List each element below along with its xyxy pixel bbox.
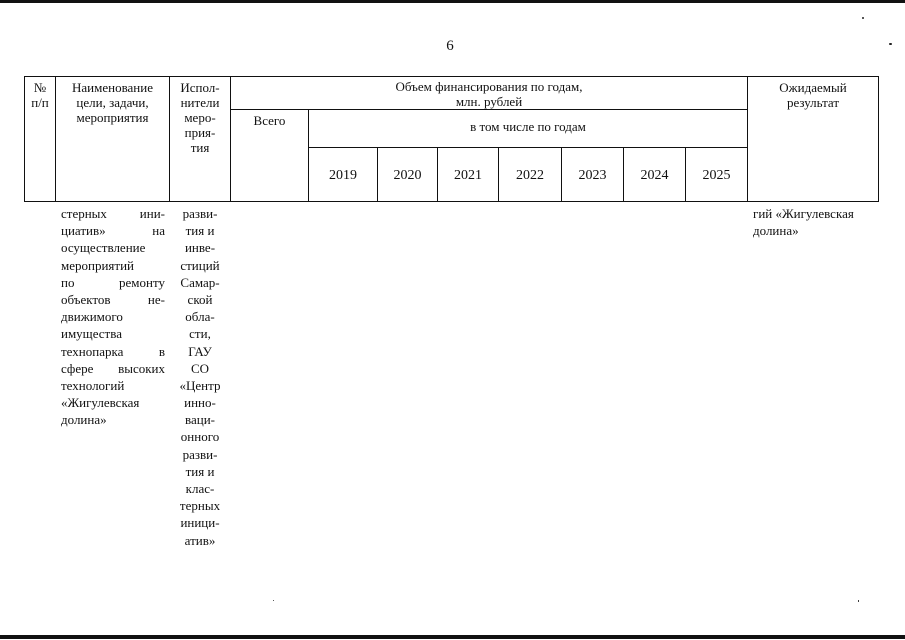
scan-speck: [273, 600, 274, 601]
header-year-2021: 2021: [437, 147, 499, 202]
header-cell-name: [55, 76, 170, 202]
name-line: циатив» на: [61, 223, 165, 239]
result-line: гий «Жигулевская: [753, 206, 854, 221]
name-line: движимого: [61, 309, 123, 325]
executor-line: СО: [190, 360, 210, 376]
bottom-border-rule: [0, 635, 905, 639]
header-financing-label: Объем финансирования по годам, млн. рублей: [395, 79, 583, 109]
executor-line: инно-: [184, 395, 216, 411]
header-result-label: Ожидаемый результат: [779, 80, 847, 110]
executor-line: разви-: [182, 206, 218, 221]
executor-line: иници-: [180, 515, 220, 531]
executor-line: инве-: [184, 240, 216, 256]
executor-line: обла-: [185, 309, 215, 325]
executor-line: клас-: [185, 481, 215, 496]
page-number: 6: [446, 38, 454, 54]
executor-line: стиций: [180, 257, 220, 273]
header-cell-executor: [169, 76, 231, 202]
header-cell-result: [747, 76, 879, 202]
header-cell-total: [230, 109, 309, 202]
name-line: технопарка в: [61, 343, 165, 359]
row-result-text: [753, 205, 879, 239]
executor-line: сти,: [189, 326, 211, 342]
scan-speck: [889, 43, 892, 45]
executor-line: тия и: [185, 463, 215, 479]
header-year-2024: 2024: [623, 147, 686, 202]
scan-speck: [858, 600, 859, 602]
executor-line: терных: [179, 498, 221, 514]
name-line: «Жигулевская: [61, 395, 140, 411]
executor-line: атив»: [184, 532, 216, 548]
name-line: сфере высоких: [61, 360, 165, 376]
row-name-text: [61, 205, 165, 428]
name-line: объектов не-: [61, 291, 165, 307]
header-cell-number: [24, 76, 56, 202]
name-line: мероприятий: [61, 257, 134, 273]
header-executor-label: Испол- нители меро- прия- тия: [180, 80, 220, 155]
name-line: стерных ини-: [61, 206, 165, 221]
header-total-label: Всего: [253, 113, 286, 128]
executor-line: разви-: [182, 446, 218, 462]
header-cell-including: [308, 109, 748, 148]
header-year-2025: 2025: [685, 147, 748, 202]
name-line: долина»: [61, 412, 107, 428]
header-year-2019: 2019: [308, 147, 378, 202]
result-line: долина»: [753, 223, 799, 239]
executor-line: «Центр: [179, 377, 221, 393]
header-year-2020: 2020: [377, 147, 438, 202]
executor-line: ской: [187, 291, 213, 307]
top-border-rule: [0, 0, 905, 3]
header-cell-financing: [230, 76, 748, 110]
name-line: осуществление: [61, 240, 146, 256]
name-line: по ремонту: [61, 274, 165, 290]
executor-line: онного: [180, 429, 220, 445]
row-executor-text: [172, 205, 228, 549]
header-name-label: Наименование цели, задачи, мероприятия: [72, 80, 153, 125]
header-year-2022: 2022: [498, 147, 562, 202]
name-line: технологий: [61, 377, 125, 393]
header-including-label: в том числе по годам: [470, 119, 586, 134]
executor-line: тия и: [185, 223, 215, 239]
header-number-label: № п/п: [31, 80, 49, 110]
executor-line: ваци-: [185, 412, 215, 428]
executor-line: Самар-: [180, 274, 220, 290]
name-line: имущества: [61, 326, 122, 342]
executor-line: ГАУ: [188, 343, 212, 359]
scan-speck: [862, 17, 864, 19]
header-year-2023: 2023: [561, 147, 624, 202]
